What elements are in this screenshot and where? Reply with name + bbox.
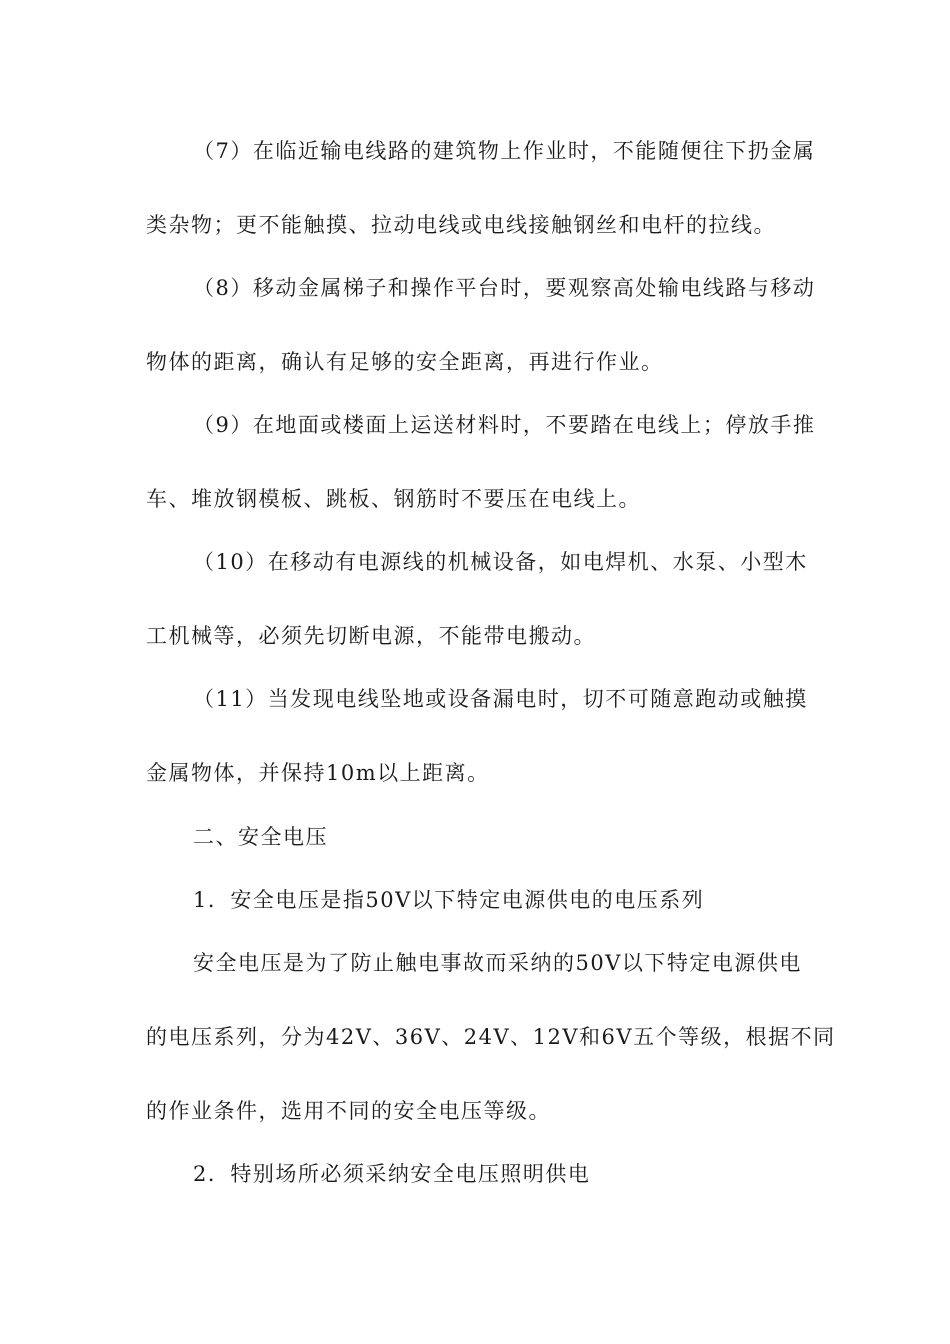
paragraph-11-line-2: 金属物体，并保持10m以上距离。 [146,761,490,785]
paragraph-7-line-2: 类杂物；更不能触摸、拉动电线或电线接触钢丝和电杆的拉线。 [146,213,776,237]
paragraph-9-line-2: 车、堆放钢模板、跳板、钢筋时不要压在电线上。 [146,487,641,511]
paragraph-11-line-1: （11）当发现电线坠地或设备漏电时，切不可随意跑动或触摸 [193,687,808,711]
paragraph-7-line-1: （7）在临近输电线路的建筑物上作业时，不能随便往下扔金属 [193,139,816,163]
paragraph-9-line-1: （9）在地面或楼面上运送材料时，不要踏在电线上；停放手推 [193,413,816,437]
subsection-heading-1: 1．安全电压是指50V以下特定电源供电的电压系列 [193,888,705,912]
subsection-heading-2: 2．特别场所必须采纳安全电压照明供电 [193,1162,591,1186]
paragraph-8-line-2: 物体的距离，确认有足够的安全距离，再进行作业。 [146,350,664,374]
paragraph-8-line-1: （8）移动金属梯子和操作平台时，要观察高处输电线路与移动 [193,276,816,300]
voltage-paragraph-line-2: 的电压系列，分为42V、36V、24V、12V和6V五个等级，根据不同 [146,1025,836,1049]
paragraph-10-line-2: 工机械等，必须先切断电源，不能带电搬动。 [146,624,596,648]
voltage-paragraph-line-1: 安全电压是为了防止触电事故而采纳的50V以下特定电源供电 [193,951,802,975]
paragraph-10-line-1: （10）在移动有电源线的机械设备，如电焊机、水泵、小型木 [193,550,808,574]
section-heading: 二、安全电压 [193,825,328,849]
voltage-paragraph-line-3: 的作业条件，选用不同的安全电压等级。 [146,1099,551,1123]
